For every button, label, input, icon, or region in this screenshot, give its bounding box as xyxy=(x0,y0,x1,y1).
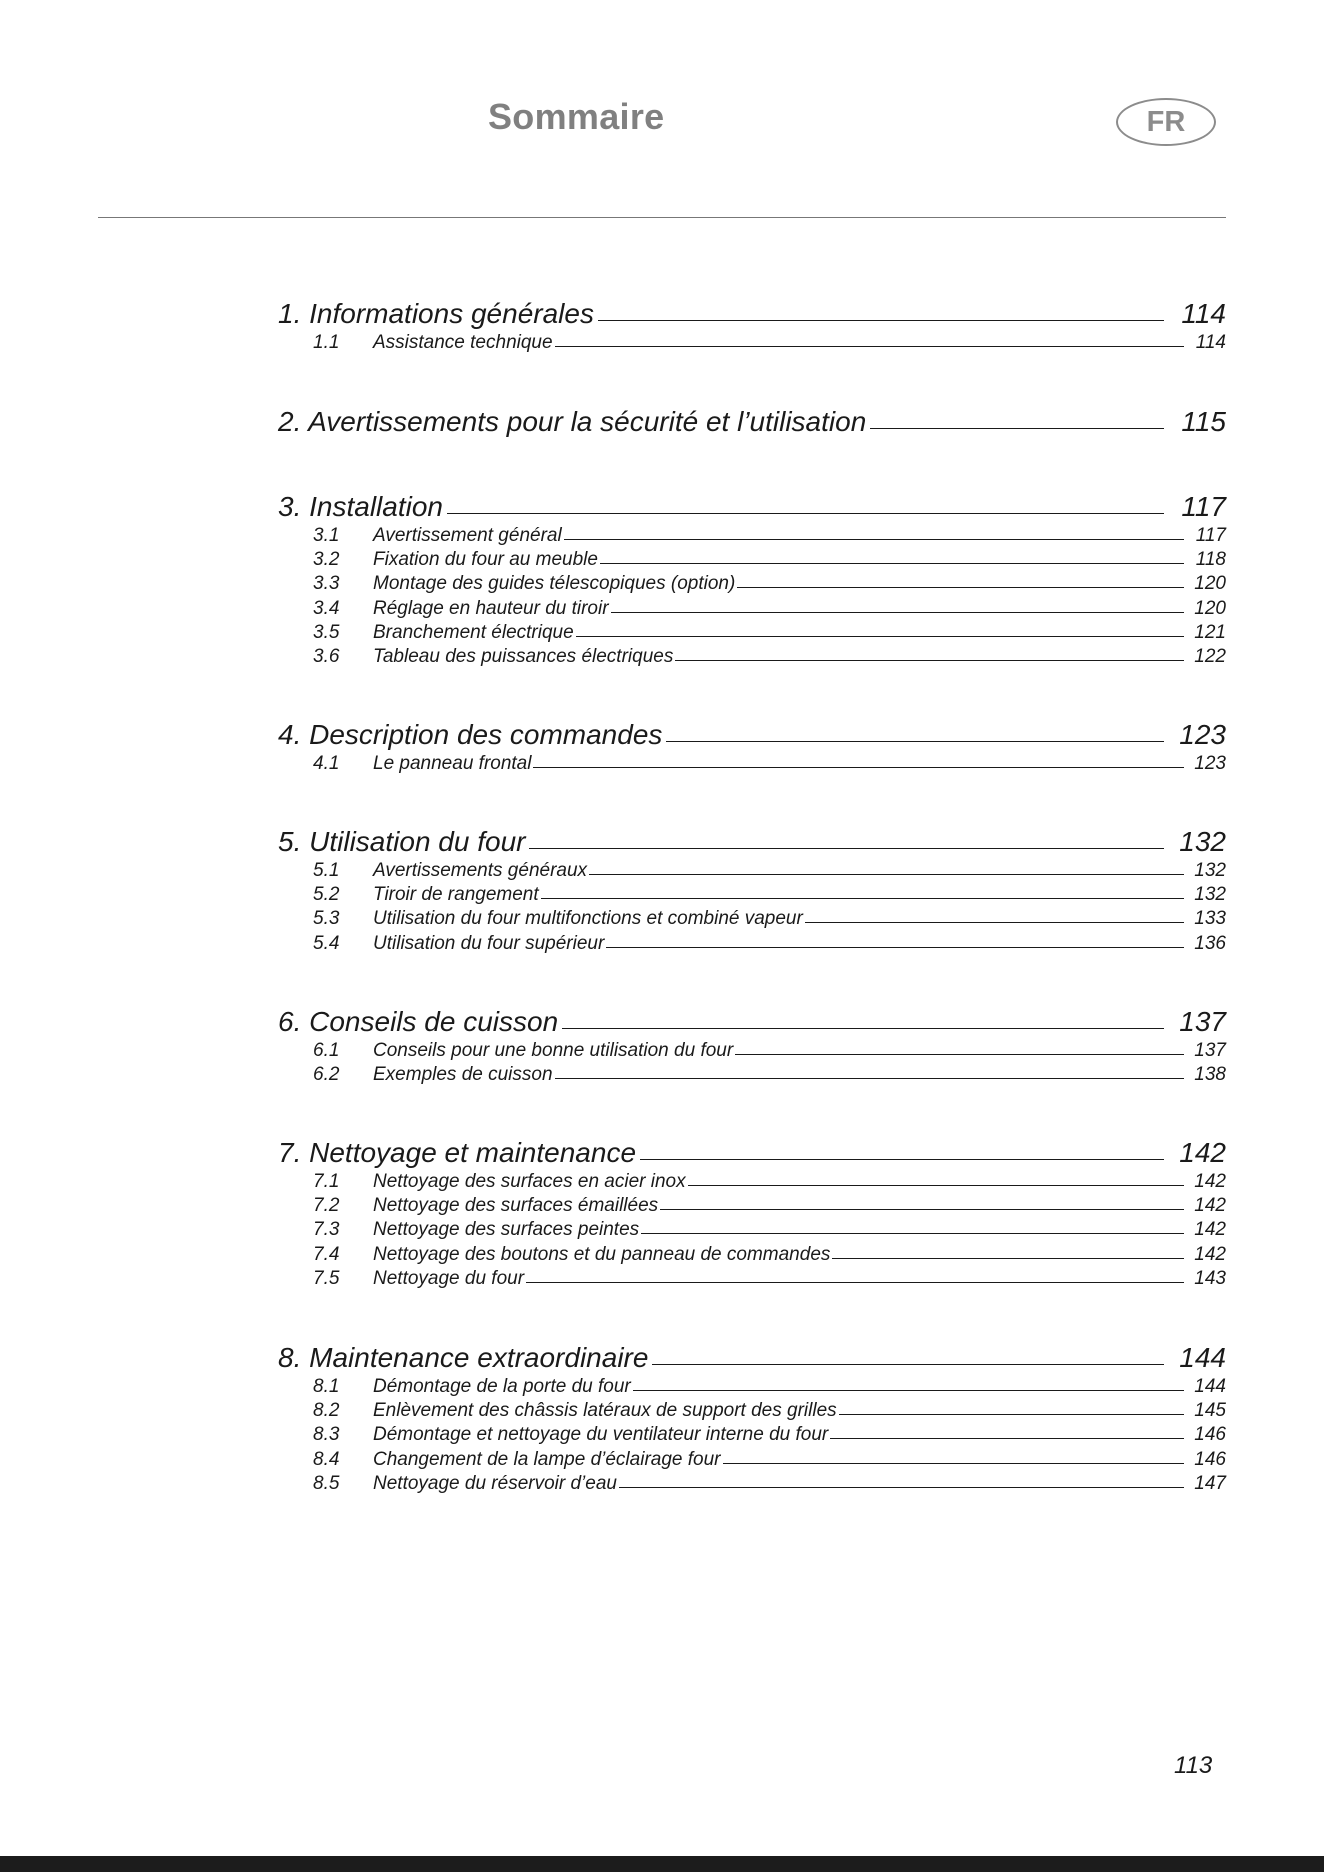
toc-section-title: 1. Informations générales xyxy=(278,298,594,329)
toc-entry-page: 142 xyxy=(1194,1219,1226,1241)
toc-section xyxy=(278,1342,1226,1497)
toc-entry[interactable] xyxy=(278,332,1226,356)
toc-entry-page: 136 xyxy=(1194,932,1226,954)
toc-entry-number: 3.3 xyxy=(313,573,340,595)
toc-section-heading[interactable] xyxy=(278,719,1226,753)
toc-section-heading[interactable] xyxy=(278,1342,1226,1376)
toc-leader-line xyxy=(576,636,1184,637)
toc-leader-line xyxy=(633,1390,1184,1391)
page-number: 113 xyxy=(1174,1752,1213,1779)
toc-section-page: 114 xyxy=(1181,298,1226,329)
toc-section-page: 117 xyxy=(1181,491,1226,522)
toc-leader-line xyxy=(526,1282,1184,1283)
toc-section-title: 4. Description des commandes xyxy=(278,719,663,750)
toc-section xyxy=(278,491,1226,670)
toc-leader-line xyxy=(832,1258,1184,1259)
toc-leader-line xyxy=(611,612,1184,613)
toc-entry[interactable] xyxy=(278,860,1226,884)
toc-entry-page: 146 xyxy=(1194,1448,1226,1470)
toc-section-heading[interactable] xyxy=(278,491,1226,525)
toc-leader-line xyxy=(529,848,1164,849)
toc-entry[interactable] xyxy=(278,598,1226,622)
toc-entry-page: 132 xyxy=(1194,860,1226,881)
toc-leader-line xyxy=(619,1487,1184,1488)
toc-leader-line xyxy=(805,922,1184,923)
toc-entry[interactable] xyxy=(278,573,1226,597)
toc-entry-number: 8.3 xyxy=(313,1424,340,1446)
toc-section-page: 137 xyxy=(1179,1006,1226,1037)
toc-entry[interactable] xyxy=(278,1195,1226,1219)
toc-entry[interactable] xyxy=(278,1171,1226,1195)
toc-leader-line xyxy=(589,874,1184,875)
toc-entry[interactable] xyxy=(278,933,1226,957)
toc-entry-number: 5.3 xyxy=(313,908,340,930)
toc-entry-number: 3.1 xyxy=(313,525,340,546)
toc-leader-line xyxy=(606,947,1184,948)
toc-section-title: 6. Conseils de cuisson xyxy=(278,1006,559,1037)
language-badge: FR xyxy=(1116,98,1216,146)
toc-entry-number: 7.5 xyxy=(313,1267,340,1289)
toc-entry-title: Tableau des puissances électriques xyxy=(373,645,674,667)
toc-entry-page: 122 xyxy=(1194,645,1226,667)
toc-entry-title: Réglage en hauteur du tiroir xyxy=(373,597,609,619)
toc-entry[interactable] xyxy=(278,908,1226,932)
toc-section-heading[interactable] xyxy=(278,1137,1226,1171)
toc-entry-title: Branchement électrique xyxy=(373,621,574,643)
toc-section-title: 2. Avertissements pour la sécurité et l’utilisation xyxy=(278,406,867,437)
toc-section xyxy=(278,1137,1226,1292)
toc-entry-page: 146 xyxy=(1194,1424,1226,1446)
toc-entry-title: Avertissements généraux xyxy=(373,860,588,881)
toc-leader-line xyxy=(870,428,1164,429)
toc-section-page: 142 xyxy=(1179,1137,1226,1168)
toc-entry[interactable] xyxy=(278,1268,1226,1292)
toc-entry-title: Nettoyage des surfaces peintes xyxy=(373,1219,640,1241)
toc-entry-number: 7.1 xyxy=(313,1171,340,1192)
toc-section-heading[interactable] xyxy=(278,298,1226,332)
toc-entry-number: 7.3 xyxy=(313,1219,340,1241)
toc-leader-line xyxy=(688,1185,1184,1186)
toc-section xyxy=(278,826,1226,957)
toc-entry-title: Exemples de cuisson xyxy=(373,1064,553,1086)
toc-leader-line xyxy=(839,1414,1184,1415)
toc-leader-line xyxy=(562,1028,1164,1029)
toc-entry-number: 4.1 xyxy=(313,753,340,774)
toc-leader-line xyxy=(598,320,1164,321)
toc-entry[interactable] xyxy=(278,884,1226,908)
toc-entry-page: 121 xyxy=(1194,621,1226,643)
toc-entry-page: 120 xyxy=(1194,597,1226,619)
toc-entry-page: 145 xyxy=(1194,1400,1226,1422)
toc-entry[interactable] xyxy=(278,549,1226,573)
toc-entry-title: Nettoyage des boutons et du panneau de commandes xyxy=(373,1243,831,1265)
toc-entry[interactable] xyxy=(278,1473,1226,1497)
toc-section-page: 144 xyxy=(1179,1342,1226,1373)
toc-entry[interactable] xyxy=(278,1449,1226,1473)
toc-leader-line xyxy=(652,1364,1164,1365)
toc-leader-line xyxy=(555,1078,1184,1079)
toc-entry-title: Fixation du four au meuble xyxy=(373,549,598,571)
toc-section-page: 123 xyxy=(1179,719,1226,750)
toc-leader-line xyxy=(533,767,1184,768)
toc-entry-title: Utilisation du four multifonctions et combiné vapeur xyxy=(373,908,803,930)
toc-entry-page: 117 xyxy=(1195,525,1226,546)
toc-section-heading[interactable] xyxy=(278,406,1226,440)
toc-section-title: 8. Maintenance extraordinaire xyxy=(278,1342,649,1373)
toc-entry-title: Conseils pour une bonne utilisation du four xyxy=(373,1040,734,1061)
toc-entry[interactable] xyxy=(278,622,1226,646)
toc-entry-page: 123 xyxy=(1194,753,1226,774)
toc-entry-page: 142 xyxy=(1194,1243,1226,1265)
toc-section-page: 115 xyxy=(1181,406,1226,437)
toc-entry-page: 133 xyxy=(1194,908,1226,930)
toc-entry-title: Démontage et nettoyage du ventilateur interne du four xyxy=(373,1424,829,1446)
toc-entry-page: 142 xyxy=(1194,1171,1226,1192)
toc-entry[interactable] xyxy=(278,525,1226,549)
toc-entry-number: 7.2 xyxy=(313,1195,340,1217)
toc-section-heading[interactable] xyxy=(278,826,1226,860)
toc-leader-line xyxy=(735,1054,1184,1055)
toc-section-title: 3. Installation xyxy=(278,491,443,522)
toc-entry-number: 7.4 xyxy=(313,1243,340,1265)
toc-entry-page: 120 xyxy=(1194,573,1226,595)
toc-entry-title: Changement de la lampe d’éclairage four xyxy=(373,1448,721,1470)
toc-leader-line xyxy=(555,346,1184,347)
toc-section-title: 5. Utilisation du four xyxy=(278,826,526,857)
toc-section-heading[interactable] xyxy=(278,1006,1226,1040)
toc-entry-title: Montage des guides télescopiques (option) xyxy=(373,573,736,595)
toc-entry[interactable] xyxy=(278,1244,1226,1268)
toc-entry-page: 137 xyxy=(1194,1040,1226,1061)
toc-entry[interactable] xyxy=(278,646,1226,670)
toc-entry[interactable] xyxy=(278,1219,1226,1243)
toc-entry-title: Nettoyage des surfaces émaillées xyxy=(373,1195,659,1217)
toc-entry-number: 8.5 xyxy=(313,1472,340,1494)
toc-entry-number: 1.1 xyxy=(313,332,340,353)
toc-entry-page: 138 xyxy=(1194,1064,1226,1086)
toc-section-page: 132 xyxy=(1179,826,1226,857)
toc-leader-line xyxy=(641,1233,1184,1234)
toc-section xyxy=(278,719,1226,777)
toc-entry-number: 5.4 xyxy=(313,932,340,954)
toc-entry-page: 143 xyxy=(1194,1267,1226,1289)
toc-entry-number: 8.4 xyxy=(313,1448,340,1470)
toc-entry-page: 147 xyxy=(1194,1472,1226,1494)
toc-entry-number: 3.2 xyxy=(313,549,340,571)
toc-leader-line xyxy=(675,660,1184,661)
toc-leader-line xyxy=(666,741,1164,742)
toc-entry-number: 5.1 xyxy=(313,860,340,881)
toc-entry-title: Le panneau frontal xyxy=(373,753,532,774)
toc-entry-title: Nettoyage des surfaces en acier inox xyxy=(373,1171,686,1192)
toc-section-title: 7. Nettoyage et maintenance xyxy=(278,1137,637,1168)
toc-entry-title: Tiroir de rangement xyxy=(373,884,539,906)
toc-entry-number: 6.2 xyxy=(313,1064,340,1086)
toc-leader-line xyxy=(541,898,1184,899)
toc-section xyxy=(278,1006,1226,1088)
toc-entry-page: 118 xyxy=(1195,549,1226,571)
toc-entry-page: 144 xyxy=(1194,1376,1226,1397)
toc-leader-line xyxy=(640,1159,1164,1160)
toc-entry-number: 8.2 xyxy=(313,1400,340,1422)
toc-entry-title: Utilisation du four supérieur xyxy=(373,932,605,954)
toc-leader-line xyxy=(660,1209,1184,1210)
toc-leader-line xyxy=(723,1463,1185,1464)
toc-entry-title: Assistance technique xyxy=(373,332,553,353)
toc-entry-number: 5.2 xyxy=(313,884,340,906)
toc-entry[interactable] xyxy=(278,1376,1226,1400)
toc-entry-title: Démontage de la porte du four xyxy=(373,1376,631,1397)
toc-entry[interactable] xyxy=(278,1064,1226,1088)
page-title: Sommaire xyxy=(488,96,665,137)
toc-entry[interactable] xyxy=(278,1040,1226,1064)
toc-leader-line xyxy=(830,1438,1184,1439)
toc-entry[interactable] xyxy=(278,1424,1226,1448)
toc-entry-page: 142 xyxy=(1194,1195,1226,1217)
toc-entry-title: Avertissement général xyxy=(373,525,562,546)
toc-entry-number: 6.1 xyxy=(313,1040,340,1061)
toc-entry-number: 3.6 xyxy=(313,645,340,667)
toc-entry[interactable] xyxy=(278,1400,1226,1424)
toc-entry-title: Nettoyage du réservoir d’eau xyxy=(373,1472,617,1494)
toc-entry-number: 3.5 xyxy=(313,621,340,643)
toc-entry-number: 3.4 xyxy=(313,597,340,619)
toc-entry-number: 8.1 xyxy=(313,1376,340,1397)
bottom-band xyxy=(0,1856,1324,1872)
toc-leader-line xyxy=(600,563,1184,564)
toc-entry-title: Enlèvement des châssis latéraux de support des grilles xyxy=(373,1400,837,1422)
toc-leader-line xyxy=(564,539,1184,540)
toc-leader-line xyxy=(447,513,1164,514)
toc-section xyxy=(278,406,1226,440)
toc-entry-page: 114 xyxy=(1195,332,1226,353)
toc-entry-page: 132 xyxy=(1194,884,1226,906)
toc-section xyxy=(278,298,1226,356)
toc-leader-line xyxy=(737,587,1184,588)
toc-entry-title: Nettoyage du four xyxy=(373,1267,525,1289)
toc-entry[interactable] xyxy=(278,753,1226,777)
